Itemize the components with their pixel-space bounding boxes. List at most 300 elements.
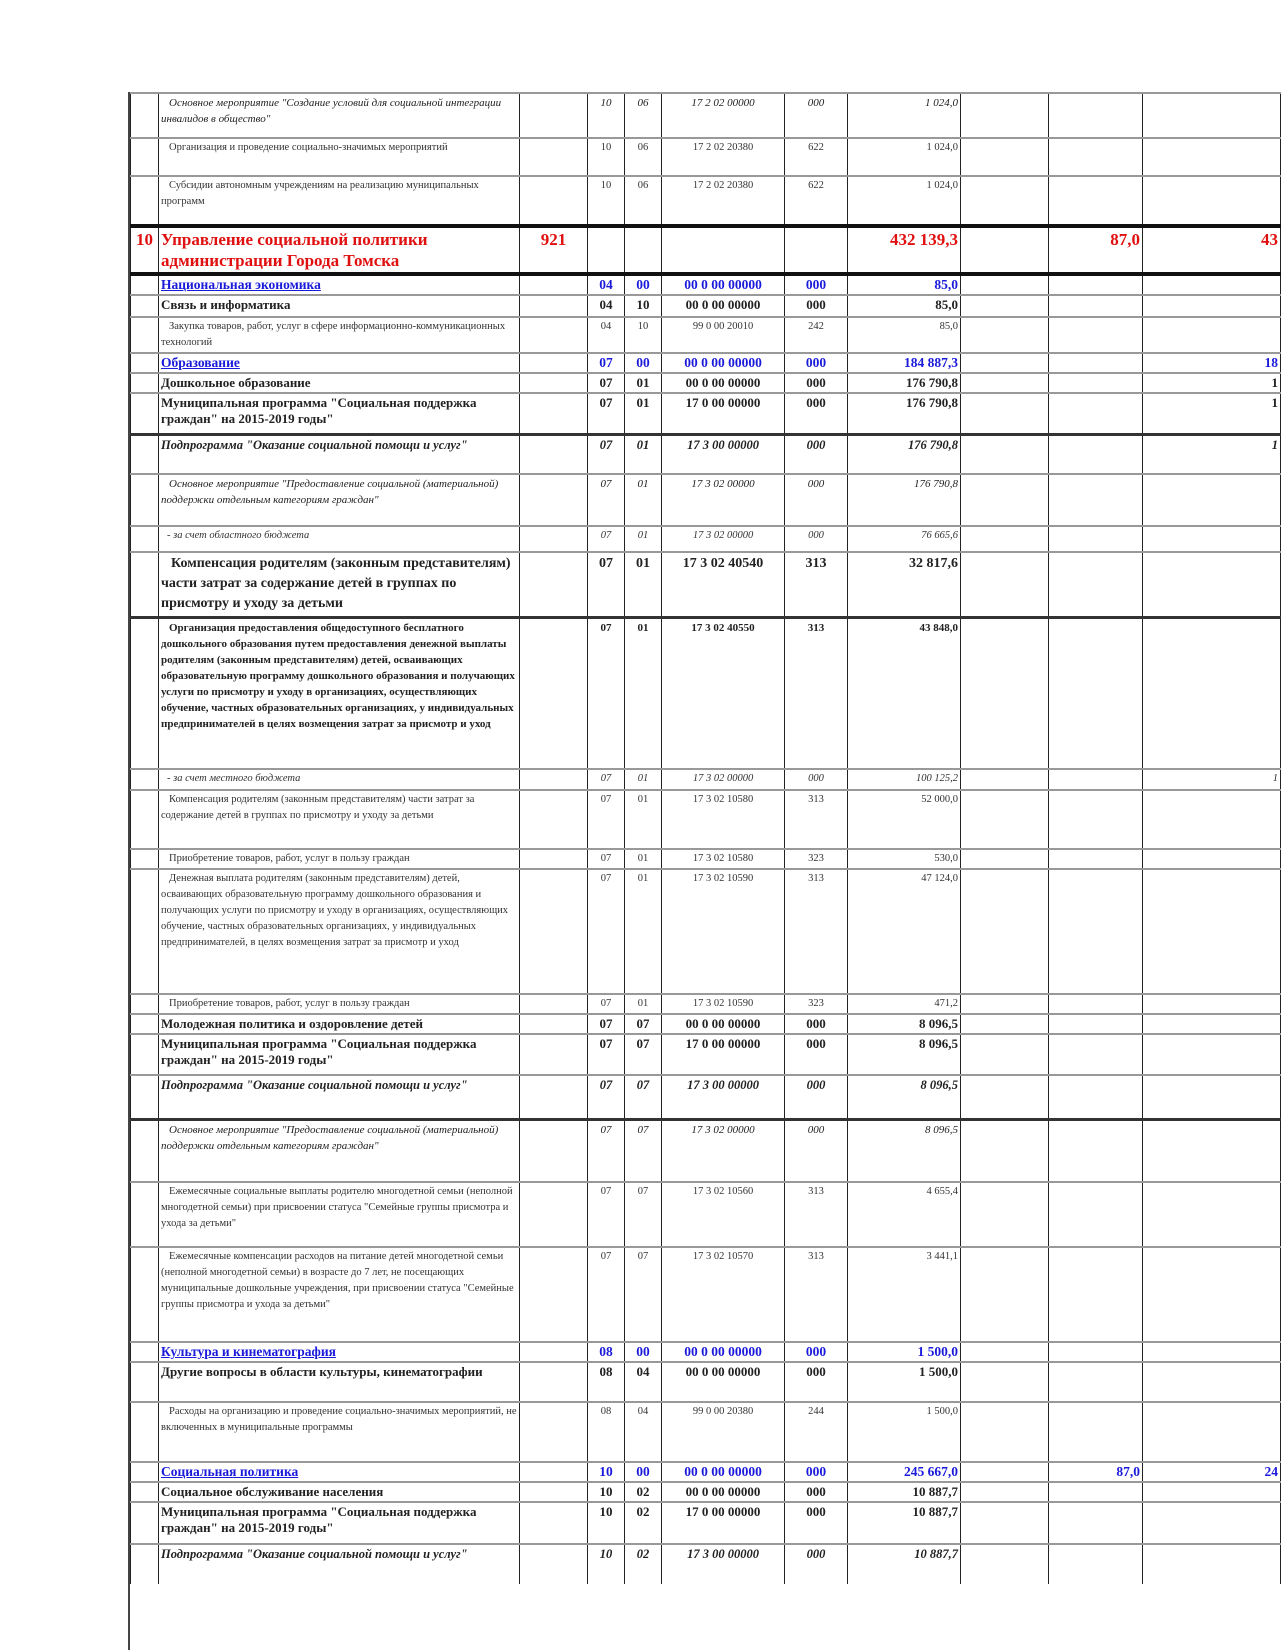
amount-col-7	[961, 1482, 1049, 1502]
section-code: 08	[588, 1362, 625, 1402]
amount-col-9	[1143, 617, 1281, 769]
row-number	[131, 1119, 159, 1182]
row-number: 10	[131, 226, 159, 274]
ved-code	[520, 1544, 588, 1584]
section-code	[588, 226, 625, 274]
subsection-code: 07	[625, 1247, 662, 1342]
amount-col-7	[961, 434, 1049, 474]
section-code: 07	[588, 1034, 625, 1075]
expense-type-code: 000	[785, 1482, 848, 1502]
amount: 1 024,0	[848, 176, 961, 226]
target-article-code: 00 0 00 00000	[662, 1342, 785, 1362]
amount-col-8	[1049, 353, 1143, 373]
ved-code	[520, 1482, 588, 1502]
amount: 8 096,5	[848, 1119, 961, 1182]
table-row	[131, 769, 1281, 790]
subsection-code: 01	[625, 393, 662, 434]
subsection-code: 07	[625, 1182, 662, 1247]
subsection-code: 04	[625, 1402, 662, 1462]
subsection-code: 01	[625, 373, 662, 393]
amount: 8 096,5	[848, 1014, 961, 1034]
section-code: 07	[588, 434, 625, 474]
row-name: Субсидии автономным учреждениям на реализацию муниципальных программ	[159, 176, 520, 226]
subsection-code: 00	[625, 274, 662, 295]
amount: 176 790,8	[848, 373, 961, 393]
target-article-code: 17 0 00 00000	[662, 393, 785, 434]
amount-col-8	[1049, 1247, 1143, 1342]
amount-col-8	[1049, 1075, 1143, 1119]
subsection-code: 00	[625, 1342, 662, 1362]
section-code: 08	[588, 1402, 625, 1462]
target-article-code: 17 0 00 00000	[662, 1034, 785, 1075]
section-code: 04	[588, 295, 625, 317]
expense-type-code: 313	[785, 790, 848, 849]
amount: 8 096,5	[848, 1075, 961, 1119]
amount: 1 024,0	[848, 93, 961, 138]
amount: 176 790,8	[848, 474, 961, 526]
row-name: Муниципальная программа "Социальная поддержка граждан" на 2015-2019 годы"	[159, 393, 520, 434]
amount: 1 500,0	[848, 1402, 961, 1462]
row-number	[131, 1402, 159, 1462]
amount-col-9	[1143, 1342, 1281, 1362]
amount-col-9	[1143, 1182, 1281, 1247]
section-code: 10	[588, 93, 625, 138]
target-article-code: 17 2 02 00000	[662, 93, 785, 138]
section-code: 10	[588, 1462, 625, 1482]
amount-col-7	[961, 769, 1049, 790]
table-row	[131, 274, 1281, 295]
amount-col-9	[1143, 526, 1281, 552]
row-name: - за счет местного бюджета	[159, 769, 520, 790]
row-number	[131, 1544, 159, 1584]
row-number	[131, 1482, 159, 1502]
ved-code	[520, 373, 588, 393]
section-code: 10	[588, 1482, 625, 1502]
table-row	[131, 1362, 1281, 1402]
row-name: - за счет областного бюджета	[159, 526, 520, 552]
amount: 432 139,3	[848, 226, 961, 274]
row-name: Ежемесячные компенсации расходов на питание детей многодетной семьи (неполной многодетной семьи) в возрасте до 7 лет, не посещающих муниципальные дошкольные учреждения, при присвоении статуса "Семейные группы присмотра и ухода за детьми"	[159, 1247, 520, 1342]
table-row	[131, 1342, 1281, 1362]
amount-col-7	[961, 1075, 1049, 1119]
expense-type-code: 244	[785, 1402, 848, 1462]
amount-col-9: 1	[1143, 434, 1281, 474]
row-number	[131, 1247, 159, 1342]
amount-col-9: 43	[1143, 226, 1281, 274]
row-number	[131, 393, 159, 434]
ved-code	[520, 138, 588, 176]
amount-col-8: 87,0	[1049, 1462, 1143, 1482]
row-name: Национальная экономика	[159, 274, 520, 295]
row-number	[131, 295, 159, 317]
amount-col-7	[961, 1402, 1049, 1462]
amount-col-7	[961, 1034, 1049, 1075]
section-code: 07	[588, 552, 625, 617]
ved-code	[520, 1342, 588, 1362]
subsection-code: 07	[625, 1034, 662, 1075]
target-article-code: 17 3 02 00000	[662, 1119, 785, 1182]
expense-type-code: 000	[785, 474, 848, 526]
section-code: 07	[588, 526, 625, 552]
section-code: 07	[588, 1075, 625, 1119]
target-article-code: 17 0 00 00000	[662, 1502, 785, 1544]
expense-type-code: 000	[785, 769, 848, 790]
target-article-code: 17 3 02 00000	[662, 526, 785, 552]
target-article-code: 17 3 02 10580	[662, 790, 785, 849]
expense-type-code: 000	[785, 1362, 848, 1402]
subsection-code	[625, 226, 662, 274]
amount: 8 096,5	[848, 1034, 961, 1075]
row-name: Закупка товаров, работ, услуг в сфере информационно-коммуникационных технологий	[159, 317, 520, 353]
amount-col-8	[1049, 474, 1143, 526]
ved-code	[520, 274, 588, 295]
ved-code	[520, 1075, 588, 1119]
row-number	[131, 1342, 159, 1362]
amount-col-8	[1049, 434, 1143, 474]
ved-code	[520, 1014, 588, 1034]
amount-col-8	[1049, 526, 1143, 552]
table-row	[131, 1014, 1281, 1034]
table-row	[131, 1482, 1281, 1502]
amount-col-7	[961, 1182, 1049, 1247]
table-row	[131, 994, 1281, 1014]
row-number	[131, 869, 159, 994]
row-number	[131, 373, 159, 393]
section-code: 10	[588, 1544, 625, 1584]
amount-col-9	[1143, 138, 1281, 176]
ved-code	[520, 1034, 588, 1075]
amount-col-8	[1049, 1482, 1143, 1502]
section-code: 07	[588, 1182, 625, 1247]
amount: 100 125,2	[848, 769, 961, 790]
expense-type-code: 000	[785, 393, 848, 434]
amount-col-8	[1049, 1502, 1143, 1544]
amount-col-8	[1049, 769, 1143, 790]
expense-type-code	[785, 226, 848, 274]
row-number	[131, 1502, 159, 1544]
expense-type-code: 000	[785, 1502, 848, 1544]
row-number	[131, 769, 159, 790]
row-name: Подпрограмма "Оказание социальной помощи и услуг"	[159, 1075, 520, 1119]
row-number	[131, 138, 159, 176]
expense-type-code: 000	[785, 1014, 848, 1034]
target-article-code: 00 0 00 00000	[662, 1014, 785, 1034]
amount: 52 000,0	[848, 790, 961, 849]
table-row	[131, 434, 1281, 474]
expense-type-code: 622	[785, 176, 848, 226]
amount-col-7	[961, 1342, 1049, 1362]
table-row	[131, 474, 1281, 526]
amount-col-9	[1143, 1034, 1281, 1075]
budget-table	[130, 92, 1281, 1584]
row-name: Дошкольное образование	[159, 373, 520, 393]
amount-col-9	[1143, 1482, 1281, 1502]
row-name: Другие вопросы в области культуры, кинематографии	[159, 1362, 520, 1402]
row-name: Организация и проведение социально-значимых мероприятий	[159, 138, 520, 176]
subsection-code: 07	[625, 1014, 662, 1034]
row-name: Компенсация родителям (законным представителям) части затрат за содержание детей в группах по присмотру и уходу за детьми	[159, 790, 520, 849]
row-number	[131, 274, 159, 295]
row-name: Муниципальная программа "Социальная поддержка граждан" на 2015-2019 годы"	[159, 1034, 520, 1075]
amount-col-8	[1049, 295, 1143, 317]
ved-code	[520, 526, 588, 552]
section-code: 07	[588, 1119, 625, 1182]
section-code: 04	[588, 317, 625, 353]
section-code: 10	[588, 176, 625, 226]
ved-code	[520, 849, 588, 869]
amount: 43 848,0	[848, 617, 961, 769]
table-row	[131, 526, 1281, 552]
row-number	[131, 1362, 159, 1402]
amount-col-7	[961, 617, 1049, 769]
expense-type-code: 000	[785, 1544, 848, 1584]
ved-code	[520, 93, 588, 138]
amount-col-7	[961, 1362, 1049, 1402]
target-article-code: 00 0 00 00000	[662, 295, 785, 317]
ved-code	[520, 552, 588, 617]
table-row	[131, 1462, 1281, 1482]
ved-code	[520, 317, 588, 353]
subsection-code: 01	[625, 526, 662, 552]
amount-col-9	[1143, 1014, 1281, 1034]
row-number	[131, 434, 159, 474]
subsection-code: 07	[625, 1119, 662, 1182]
ved-code	[520, 474, 588, 526]
table-row	[131, 1502, 1281, 1544]
row-name: Подпрограмма "Оказание социальной помощи и услуг"	[159, 1544, 520, 1584]
row-number	[131, 790, 159, 849]
subsection-code: 01	[625, 869, 662, 994]
expense-type-code: 313	[785, 1247, 848, 1342]
amount-col-8	[1049, 994, 1143, 1014]
amount-col-8	[1049, 393, 1143, 434]
amount-col-8	[1049, 1402, 1143, 1462]
amount-col-8	[1049, 274, 1143, 295]
target-article-code	[662, 226, 785, 274]
table-row	[131, 353, 1281, 373]
amount-col-7	[961, 1544, 1049, 1584]
row-number	[131, 1182, 159, 1247]
amount-col-8	[1049, 317, 1143, 353]
target-article-code: 17 3 02 00000	[662, 474, 785, 526]
amount-col-9	[1143, 849, 1281, 869]
ved-code	[520, 1247, 588, 1342]
amount-col-7	[961, 1502, 1049, 1544]
table-row	[131, 373, 1281, 393]
subsection-code: 01	[625, 474, 662, 526]
table-row	[131, 138, 1281, 176]
target-article-code: 17 3 00 00000	[662, 1075, 785, 1119]
target-article-code: 00 0 00 00000	[662, 1482, 785, 1502]
table-row	[131, 1182, 1281, 1247]
expense-type-code: 313	[785, 552, 848, 617]
table-row	[131, 617, 1281, 769]
row-number	[131, 1075, 159, 1119]
amount: 3 441,1	[848, 1247, 961, 1342]
target-article-code: 17 3 02 10590	[662, 869, 785, 994]
row-number	[131, 353, 159, 373]
subsection-code: 01	[625, 849, 662, 869]
amount: 85,0	[848, 274, 961, 295]
subsection-code: 06	[625, 176, 662, 226]
amount-col-9	[1143, 474, 1281, 526]
amount-col-9	[1143, 1402, 1281, 1462]
subsection-code: 07	[625, 1075, 662, 1119]
target-article-code: 00 0 00 00000	[662, 1362, 785, 1402]
row-name: Ежемесячные социальные выплаты родителю многодетной семьи (неполной многодетной семьи) при присвоении статуса "Семейные группы присмотра и ухода за детьми"	[159, 1182, 520, 1247]
ved-code	[520, 434, 588, 474]
row-name: Приобретение товаров, работ, услуг в пользу граждан	[159, 849, 520, 869]
expense-type-code: 000	[785, 526, 848, 552]
row-name: Образование	[159, 353, 520, 373]
subsection-code: 10	[625, 317, 662, 353]
amount-col-9	[1143, 1247, 1281, 1342]
table-row	[131, 226, 1281, 274]
row-number	[131, 526, 159, 552]
section-code: 10	[588, 138, 625, 176]
row-name: Связь и информатика	[159, 295, 520, 317]
amount-col-7	[961, 176, 1049, 226]
expense-type-code: 000	[785, 1462, 848, 1482]
expense-type-code: 242	[785, 317, 848, 353]
amount-col-9	[1143, 176, 1281, 226]
amount-col-8	[1049, 1362, 1143, 1402]
table-row	[131, 1034, 1281, 1075]
section-code: 04	[588, 274, 625, 295]
target-article-code: 00 0 00 00000	[662, 1462, 785, 1482]
table-row	[131, 1075, 1281, 1119]
amount-col-8	[1049, 1544, 1143, 1584]
subsection-code: 01	[625, 769, 662, 790]
target-article-code: 17 3 02 40540	[662, 552, 785, 617]
amount: 76 665,6	[848, 526, 961, 552]
amount: 10 887,7	[848, 1544, 961, 1584]
section-code: 08	[588, 1342, 625, 1362]
amount-col-9: 1	[1143, 769, 1281, 790]
target-article-code: 17 2 02 20380	[662, 176, 785, 226]
amount: 176 790,8	[848, 434, 961, 474]
expense-type-code: 313	[785, 1182, 848, 1247]
amount-col-7	[961, 274, 1049, 295]
ved-code	[520, 994, 588, 1014]
amount-col-7	[961, 93, 1049, 138]
section-code: 07	[588, 1247, 625, 1342]
subsection-code: 00	[625, 1462, 662, 1482]
section-code: 07	[588, 790, 625, 849]
amount-col-8	[1049, 373, 1143, 393]
amount-col-8	[1049, 176, 1143, 226]
target-article-code: 17 3 02 10560	[662, 1182, 785, 1247]
table-row	[131, 93, 1281, 138]
amount-col-9: 18	[1143, 353, 1281, 373]
row-number	[131, 1014, 159, 1034]
ved-code: 921	[520, 226, 588, 274]
target-article-code: 17 3 02 10570	[662, 1247, 785, 1342]
amount-col-7	[961, 849, 1049, 869]
row-number	[131, 849, 159, 869]
subsection-code: 01	[625, 790, 662, 849]
amount-col-8	[1049, 138, 1143, 176]
section-code: 07	[588, 373, 625, 393]
ved-code	[520, 769, 588, 790]
ved-code	[520, 869, 588, 994]
row-number	[131, 994, 159, 1014]
amount-col-7	[961, 552, 1049, 617]
table-row	[131, 295, 1281, 317]
amount: 4 655,4	[848, 1182, 961, 1247]
row-number	[131, 1034, 159, 1075]
amount: 471,2	[848, 994, 961, 1014]
section-code: 07	[588, 617, 625, 769]
table-row	[131, 552, 1281, 617]
section-code: 07	[588, 869, 625, 994]
ved-code	[520, 1119, 588, 1182]
target-article-code: 17 2 02 20380	[662, 138, 785, 176]
amount-col-8	[1049, 552, 1143, 617]
amount-col-7	[961, 1462, 1049, 1482]
amount-col-7	[961, 526, 1049, 552]
table-row	[131, 1119, 1281, 1182]
amount-col-9	[1143, 93, 1281, 138]
row-number	[131, 176, 159, 226]
amount-col-9	[1143, 869, 1281, 994]
amount-col-9	[1143, 552, 1281, 617]
amount: 85,0	[848, 317, 961, 353]
table-row	[131, 790, 1281, 849]
amount: 85,0	[848, 295, 961, 317]
row-number	[131, 93, 159, 138]
row-number	[131, 617, 159, 769]
ved-code	[520, 176, 588, 226]
amount-col-8	[1049, 1182, 1143, 1247]
row-number	[131, 1462, 159, 1482]
row-number	[131, 552, 159, 617]
amount-col-7	[961, 226, 1049, 274]
target-article-code: 99 0 00 20010	[662, 317, 785, 353]
expense-type-code: 000	[785, 274, 848, 295]
subsection-code: 01	[625, 552, 662, 617]
row-name: Компенсация родителям (законным представителям) части затрат за содержание детей в группах по присмотру и уходу за детьми	[159, 552, 520, 617]
section-code: 07	[588, 474, 625, 526]
amount-col-8	[1049, 1034, 1143, 1075]
amount-col-7	[961, 994, 1049, 1014]
amount-col-7	[961, 869, 1049, 994]
amount: 1 500,0	[848, 1362, 961, 1402]
ved-code	[520, 295, 588, 317]
amount-col-7	[961, 353, 1049, 373]
table-row	[131, 317, 1281, 353]
target-article-code: 99 0 00 20380	[662, 1402, 785, 1462]
amount-col-7	[961, 295, 1049, 317]
expense-type-code: 000	[785, 1075, 848, 1119]
amount: 176 790,8	[848, 393, 961, 434]
expense-type-code: 000	[785, 434, 848, 474]
amount-col-8	[1049, 93, 1143, 138]
subsection-code: 06	[625, 138, 662, 176]
target-article-code: 00 0 00 00000	[662, 274, 785, 295]
amount-col-7	[961, 373, 1049, 393]
ved-code	[520, 1502, 588, 1544]
expense-type-code: 000	[785, 93, 848, 138]
ved-code	[520, 1362, 588, 1402]
expense-type-code: 323	[785, 849, 848, 869]
ved-code	[520, 1462, 588, 1482]
section-code: 07	[588, 769, 625, 790]
subsection-code: 01	[625, 434, 662, 474]
subsection-code: 02	[625, 1502, 662, 1544]
amount-col-9	[1143, 317, 1281, 353]
section-code: 07	[588, 1014, 625, 1034]
